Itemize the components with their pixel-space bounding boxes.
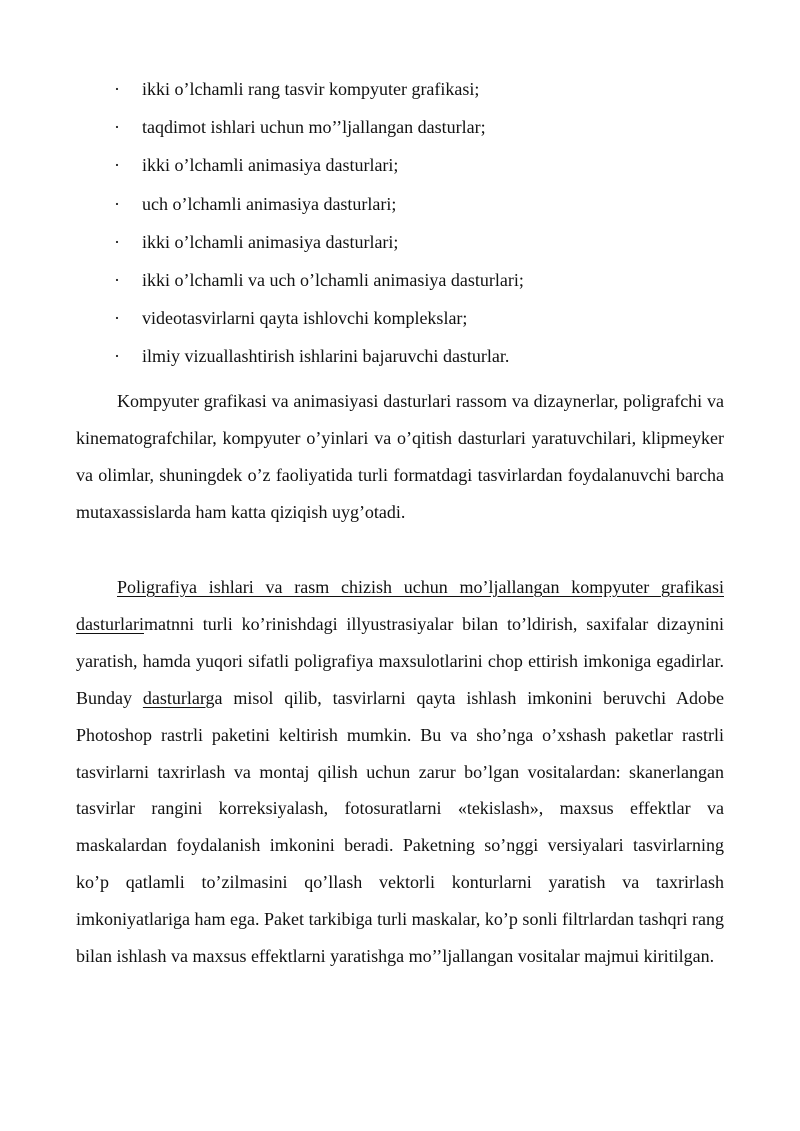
paragraph-text: ga misol qilib, tasvirlarni qayta ishlash imkonini beruvchi Adobe Photoshop rastrli paketini keltirish mumkin. Bu va sho’nga o’xshash paketlar rastrli tasvirlarni taxrirlash va montaj qilish uchun zarur bo’lgan vositalardan: skanerlangan tasvirlar rangini korreksiyalash, fotosuratlarni «tekislash», maxsus effektlar va maskalardan foydalanish imkonini beradi. Paketning so’nggi versiyalari tasvirlarning ko’p qatlamli to’zilmasini qo’llash vektorli konturlarni yaratish va taxrirlash imkoniyatlariga ham ega. Paket tarkibiga turli maskalar, ko’p sonli filtrlardan tashqri rang bilan ishlash va maxsus effektlarni yaratishga mo’’ljallangan vositalar majmui kiritilgan. [76,687,724,967]
bullet-dot-icon: · [114,155,120,176]
list-item [114,304,734,342]
list-item-text: ikki o’lchamli va uch o’lchamli animasiya dasturlari; [142,269,524,290]
list-item [114,190,734,228]
bullet-dot-icon: · [114,269,120,290]
bullet-dot-icon: · [114,308,120,329]
polygraphy-software-link[interactable]: Poligrafiya ishlari va rasm chizish uchun mo’ljallangan kompyuter grafikasi dasturlari [76,577,724,634]
list-item [114,228,734,266]
list-item [114,75,734,113]
bullet-dot-icon: · [114,231,120,252]
list-item [114,266,734,304]
bullet-dot-icon: · [114,117,120,138]
bullet-dot-icon: · [114,79,120,99]
paragraph-text: matnni turli ko’rinishdagi illyustrasiyalar bilan to’ldirish, saxifalar dizaynini yaratish, hamda yuqori sifatli poligrafiya maxsulotlarini chop ettirish imkoniga egadirlar. Bunday [76,613,724,708]
bullet-dot-icon: · [114,346,120,367]
paragraph-graphics-users: Kompyuter grafikasi va animasiyasi dasturlari rassom va dizaynerlar, poligrafchi va kinematografchilar, kompyuter o’yinlari va o’qitish dasturlari yaratuvchilari, klipmeyker va olimlar, shuningdek o’z faoliyatida turli formatdagi tasvirlardan foydalanuvchi barcha mutaxassislarda ham katta qiziqish uyg’otadi. [76,391,724,522]
list-item [114,113,734,151]
dasturlar-link[interactable]: dasturlar [142,687,206,708]
list-item-text: uch o’lchamli animasiya dasturlari; [142,193,397,214]
list-item [114,151,734,189]
bullet-dot-icon: · [114,193,120,214]
list-item-text: videotasvirlarni qayta ishlovchi komplekslar; [142,308,468,329]
bullet-list [114,75,734,381]
list-item-text: ikki o’lchamli animasiya dasturlari; [142,231,399,252]
list-item-text: ilmiy vizuallashtirish ishlarini bajaruvchi dasturlar. [142,346,510,367]
paragraph-polygraphy-software [76,569,724,975]
list-item-text: ikki o’lchamli animasiya dasturlari; [142,155,399,176]
list-item-text: ikki o’lchamli rang tasvir kompyuter grafikasi; [142,79,480,99]
list-item-text: taqdimot ishlari uchun mo’’ljallangan dasturlar; [142,117,486,138]
list-item [114,342,734,380]
